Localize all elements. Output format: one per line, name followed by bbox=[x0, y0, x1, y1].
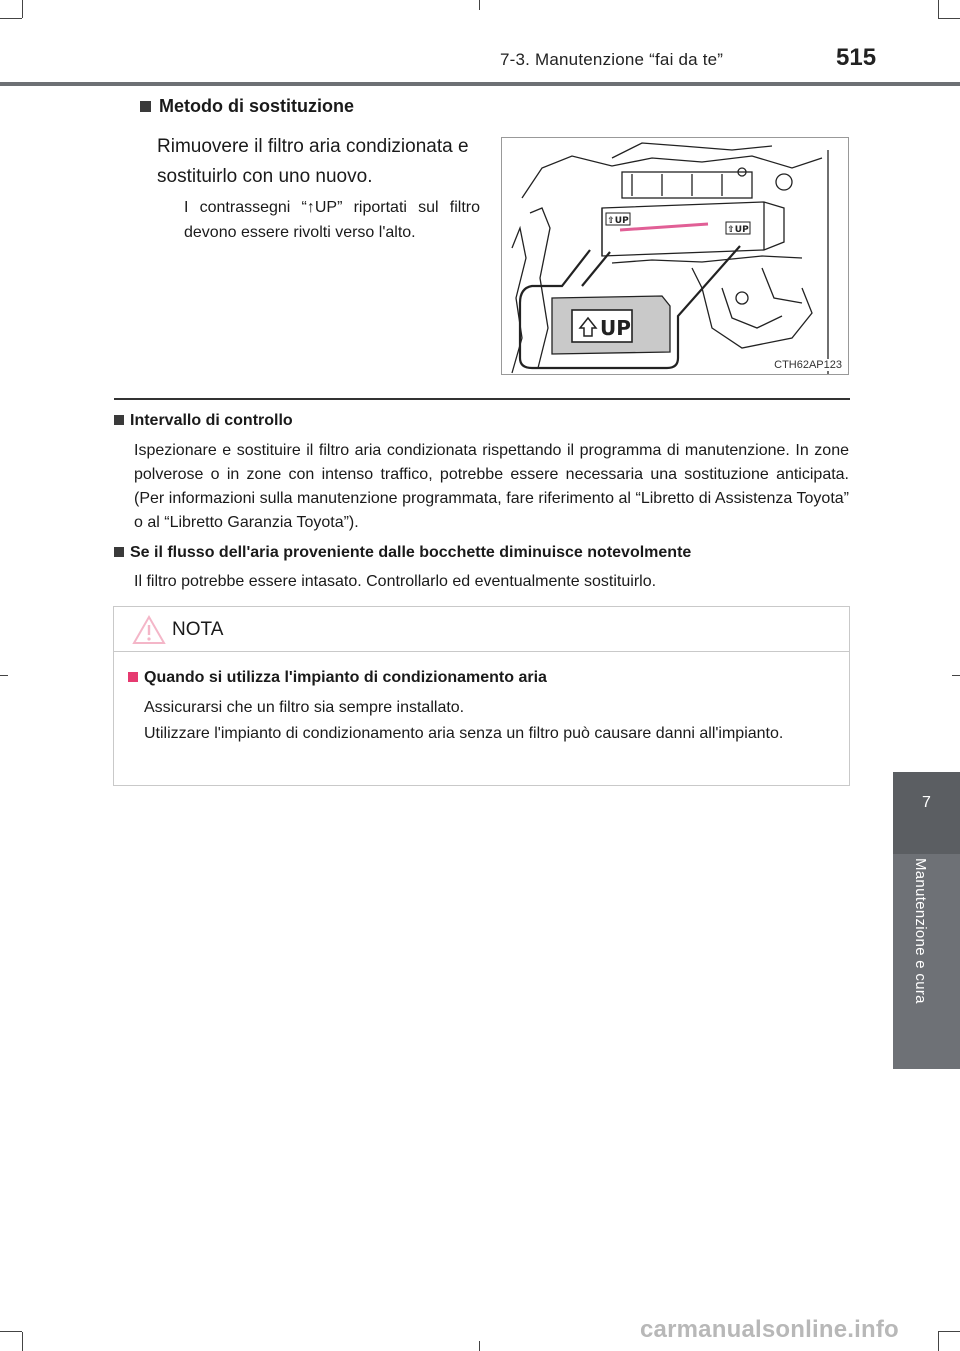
section-label: 7-3. Manutenzione “fai da te” bbox=[500, 50, 724, 69]
filter-drawing bbox=[502, 138, 849, 375]
crop-mark bbox=[938, 1332, 939, 1351]
small-up-label: ⇧UP bbox=[727, 225, 749, 235]
airflow-section bbox=[114, 541, 849, 594]
nota-box bbox=[113, 606, 850, 786]
nota-line: Utilizzare l'impianto di condizionamento aria senza un filtro può causare danni all'impianto. bbox=[144, 725, 784, 742]
watermark-text: carmanualsonline.info bbox=[640, 1316, 899, 1343]
crop-mark bbox=[479, 1341, 480, 1351]
crop-mark bbox=[22, 1332, 23, 1351]
crop-mark bbox=[938, 1331, 960, 1332]
square-bullet-icon bbox=[114, 415, 124, 425]
section-heading: Se il flusso dell'aria proveniente dalle bocchette diminuisce notevolmente bbox=[114, 541, 849, 565]
crop-mark bbox=[0, 1331, 22, 1332]
method-heading bbox=[140, 96, 354, 117]
method-note: I contrassegni “↑UP” riportati sul filtro devono essere rivolti verso l'alto. bbox=[184, 199, 480, 241]
page-number: 515 bbox=[836, 44, 877, 71]
crop-mark bbox=[938, 0, 939, 18]
nota-body bbox=[128, 696, 834, 746]
crop-mark bbox=[938, 18, 960, 19]
crop-mark bbox=[22, 0, 23, 18]
crop-mark bbox=[952, 675, 960, 676]
inspection-interval-section bbox=[114, 409, 849, 535]
square-bullet-icon bbox=[114, 547, 124, 557]
chapter-label: Manutenzione e cura bbox=[912, 858, 929, 1004]
section-body: Ispezionare e sostituire il filtro aria condizionata rispettando il programma di manutenzione. In zone polverose o in zone con intenso traffico, potrebbe essere necessaria una sostituzione anticipata. (Per informazioni sulla manutenzione programmata, fare riferimento al “Libretto di Assistenza Toyota” o al “Libretto Garanzia Toyota”). bbox=[134, 442, 849, 531]
crop-mark bbox=[0, 18, 22, 19]
nota-header bbox=[114, 607, 849, 652]
up-arrow-icon: ↑ bbox=[306, 199, 315, 216]
section-heading: Intervallo di controllo bbox=[114, 409, 849, 433]
up-marking-text: UP bbox=[600, 316, 631, 340]
method-body: Rimuovere il filtro aria condizionata e sostituirlo con uno nuovo. bbox=[157, 136, 469, 187]
chapter-tab bbox=[893, 772, 960, 854]
nota-line: Assicurarsi che un filtro sia sempre installato. bbox=[144, 699, 465, 716]
small-up-label: ⇧UP bbox=[607, 216, 629, 226]
filter-illustration bbox=[501, 137, 849, 375]
section-body: Il filtro potrebbe essere intasato. Controllarlo ed eventualmente sostituirlo. bbox=[134, 573, 657, 590]
crop-mark bbox=[0, 675, 8, 676]
square-bullet-icon bbox=[128, 672, 138, 682]
nota-heading: Quando si utilizza l'impianto di condizionamento aria bbox=[128, 666, 834, 690]
section-divider bbox=[114, 398, 850, 400]
figure-code: CTH62AP123 bbox=[774, 359, 842, 371]
nota-content bbox=[128, 666, 834, 746]
warning-triangle-icon bbox=[132, 615, 166, 645]
crop-mark bbox=[479, 0, 480, 10]
nota-title: NOTA bbox=[172, 619, 224, 640]
header-rule bbox=[0, 82, 960, 86]
method-heading-text: Metodo di sostituzione bbox=[159, 96, 354, 116]
chapter-number: 7 bbox=[922, 794, 931, 811]
square-bullet-icon bbox=[140, 101, 151, 112]
